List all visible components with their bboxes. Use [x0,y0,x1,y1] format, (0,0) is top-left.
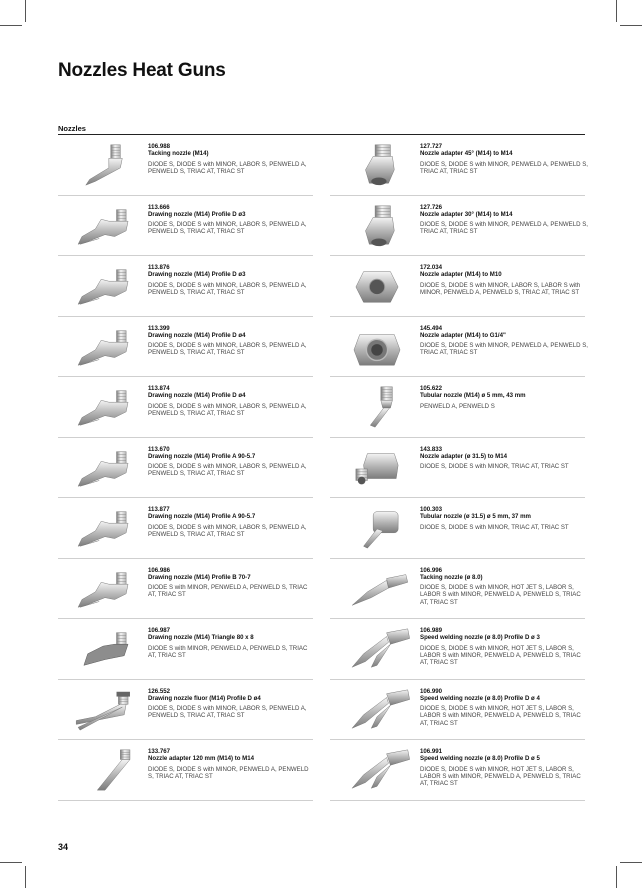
product-text [148,748,314,780]
product-code: 106.987 [148,627,171,634]
product-text [148,688,314,720]
product-text [420,506,590,531]
product-text [148,385,314,417]
product-compatibility: PENWELD A, PENWELD S [420,402,495,410]
product-name: Tacking nozzle (ø 8.0) [420,573,483,581]
product-text [420,325,590,357]
product-text [420,204,590,236]
product-text [148,506,314,538]
product-item-145.494 [330,317,588,378]
fluor-nozzle-icon [66,686,144,734]
product-item-105.622 [330,377,585,438]
product-text [420,748,590,787]
product-code: 106.990 [420,687,443,695]
crop-mark [0,862,22,863]
triangle-nozzle-icon [66,625,144,673]
crop-mark [616,0,617,22]
thread-adapter-icon [338,323,416,371]
product-compatibility: DIODE S, DIODE S with MINOR, LABOR S, PENWELD A, PENWELD S, TRIAC AT, TRIAC ST [148,342,307,357]
product-compatibility: DIODE S, DIODE S with MINOR, TRIAC AT, TRIAC ST [420,523,569,531]
product-code: 100.303 [420,506,443,513]
product-compatibility: DIODE S, DIODE S with MINOR, LABOR S, PENWELD A, PENWELD S, TRIAC AT, TRIAC ST [148,523,307,538]
crop-mark [620,862,642,863]
product-compatibility: DIODE S, DIODE S with MINOR, PENWELD A, PENWELD S, TRIAC AT, TRIAC ST [420,221,588,236]
speed-nozzle-icon [338,625,416,673]
product-item-113.399 [58,317,313,378]
product-code: 106.996 [420,566,443,574]
product-name: Drawing nozzle (M14) Profile D ø3 [148,271,246,279]
product-compatibility: DIODE S, DIODE S with MINOR, LABOR S, PENWELD A, PENWELD S, TRIAC AT, TRIAC ST [148,463,307,478]
product-compatibility: DIODE S, DIODE S with MINOR, PENWELD A, PENWELD S, TRIAC AT, TRIAC ST [420,160,588,175]
product-name: Drawing nozzle (M14) Profile A 90-5.7 [148,452,256,460]
product-item-106.987 [58,619,313,680]
product-item-127.726 [330,196,588,257]
product-name: Drawing nozzle (M14) Profile D ø3 [148,210,246,218]
product-text [420,264,590,296]
product-item-172.034 [330,256,585,317]
product-text [420,688,590,727]
product-name: Tacking nozzle (M14) [148,150,209,158]
sleeve-adapter-icon [338,444,416,492]
product-name: Drawing nozzle (M14) Profile D ø4 [148,392,246,400]
product-code: 126.552 [148,687,171,695]
drawing-nozzle-icon [66,504,144,552]
product-compatibility: DIODE S, DIODE S with MINOR, TRIAC AT, TRIAC ST [420,463,569,471]
drawing-nozzle-icon [66,565,144,613]
product-item-106.986 [58,559,313,620]
product-name: Drawing nozzle (M14) Profile D ø4 [148,331,246,339]
product-text [420,385,590,410]
product-text [420,567,590,606]
product-compatibility: DIODE S, DIODE S with MINOR, LABOR S, LABOR S with MINOR, PENWELD A, PENWELD S, TRIAC AT, TRIAC ST [420,281,581,296]
product-code: 113.670 [148,445,170,453]
product-compatibility: DIODE S, DIODE S with MINOR, LABOR S, PENWELD A, PENWELD S, TRIAC AT, TRIAC ST [148,281,307,296]
product-name: Speed welding nozzle (ø 8.0) Profile D ø 5 [420,755,540,763]
product-item-143.833 [330,438,585,499]
crop-mark [25,866,26,888]
product-name: Speed welding nozzle (ø 8.0) Profile D ø 4 [420,694,540,702]
product-name: Drawing nozzle (M14) Profile A 90-5.7 [148,513,256,521]
tacking-nozzle-icon [66,141,144,189]
crop-mark [25,0,26,22]
product-text [148,325,314,357]
product-code: 113.399 [148,324,170,332]
product-code: 113.877 [148,506,170,513]
product-code: 113.666 [148,203,170,211]
product-compatibility: DIODE S, DIODE S with MINOR, LABOR S, PENWELD A, PENWELD S, TRIAC AT, TRIAC ST [148,402,307,417]
product-compatibility: DIODE S with MINOR, PENWELD A, PENWELD S, TRIAC AT, TRIAC ST [148,644,308,659]
product-compatibility: DIODE S, DIODE S with MINOR, HOT JET S, LABOR S, LABOR S with MINOR, PENWELD A, PENWELD S, TRIAC AT, TRIAC ST [420,644,581,667]
product-code: 133.767 [148,748,171,755]
crop-mark [616,866,617,888]
product-text [420,627,590,666]
product-item-113.666 [58,196,313,257]
product-column-right [330,135,588,801]
product-compatibility: DIODE S, DIODE S with MINOR, LABOR S, PENWELD A, PENWELD S, TRIAC AT, TRIAC ST [148,221,307,236]
product-name: Tubular nozzle (ø 31.5) ø 5 mm, 37 mm [420,513,531,521]
drawing-nozzle-icon [66,323,144,371]
elbow-adapter-icon [338,141,416,189]
product-compatibility: DIODE S, DIODE S with MINOR, HOT JET S, LABOR S, LABOR S with MINOR, PENWELD A, PENWELD S, TRIAC AT, TRIAC ST [420,765,581,788]
product-name: Nozzle adapter 30° (M14) to M14 [420,210,513,218]
product-compatibility: DIODE S, DIODE S with MINOR, LABOR S, PENWELD A, PENWELD S, TRIAC AT, TRIAC ST [148,160,307,175]
product-text [148,446,314,478]
speed-nozzle-icon [338,686,416,734]
product-item-133.767 [58,740,313,801]
product-code: 143.833 [420,445,443,453]
product-compatibility: DIODE S, DIODE S with MINOR, HOT JET S, LABOR S, LABOR S with MINOR, PENWELD A, PENWELD S, TRIAC AT, TRIAC ST [420,705,581,727]
product-text [148,264,314,296]
drawing-nozzle-icon [66,262,144,310]
product-code: 127.726 [420,203,443,211]
elbow-adapter-icon [338,202,416,250]
sleeve-tubular-icon [338,504,416,552]
product-code: 106.986 [148,566,171,574]
product-compatibility: DIODE S, DIODE S with MINOR, PENWELD A, PENWELD S, TRIAC AT, TRIAC ST [148,765,309,780]
long-adapter-icon [66,746,144,794]
product-compatibility: DIODE S, DIODE S with MINOR, LABOR S, PENWELD A, PENWELD S, TRIAC AT, TRIAC ST [148,705,307,720]
product-code: 145.494 [420,324,443,332]
tubular-nozzle-icon [338,383,416,431]
page-number: 34 [58,842,69,852]
product-name: Speed welding nozzle (ø 8.0) Profile D ø 3 [420,634,540,642]
product-text [420,143,590,175]
drawing-nozzle-icon [66,383,144,431]
product-item-113.670 [58,438,313,499]
drawing-nozzle-icon [66,202,144,250]
product-code: 127.727 [420,143,443,150]
product-code: 106.991 [420,748,443,755]
hex-adapter-icon [338,262,416,310]
product-text [148,567,314,599]
product-text [420,446,590,471]
product-compatibility: DIODE S with MINOR, PENWELD A, PENWELD S, TRIAC AT, TRIAC ST [148,584,308,599]
speed-nozzle-icon [338,746,416,794]
product-compatibility: DIODE S, DIODE S with MINOR, PENWELD A, PENWELD S, TRIAC AT, TRIAC ST [420,342,588,357]
product-item-100.303 [330,498,585,559]
product-item-106.990 [330,680,585,741]
product-code: 106.989 [420,627,443,634]
product-code: 113.876 [148,264,170,271]
product-name: Nozzle adapter (M14) to G1/4" [420,331,506,339]
drawing-nozzle-icon [66,444,144,492]
product-text [148,627,314,659]
product-item-106.996 [330,559,585,620]
product-compatibility: DIODE S, DIODE S with MINOR, HOT JET S, LABOR S, LABOR S with MINOR, PENWELD A, PENWELD S, TRIAC AT, TRIAC ST [420,584,581,606]
product-item-126.552 [58,680,313,741]
product-code: 106.988 [148,143,171,150]
product-item-106.988 [58,135,313,196]
product-code: 172.034 [420,264,443,271]
section-label: Nozzles [58,124,86,133]
product-column-left [58,135,313,801]
tacking-blade-icon [338,565,416,613]
product-item-106.991 [330,740,585,801]
crop-mark [620,25,642,26]
product-name: Drawing nozzle (M14) Triangle 80 x 8 [148,634,254,642]
product-code: 105.622 [420,385,443,392]
product-name: Nozzle adapter 120 mm (M14) to M14 [148,755,254,763]
product-item-113.877 [58,498,313,559]
product-item-106.989 [330,619,585,680]
product-item-113.876 [58,256,313,317]
product-name: Drawing nozzle fluor (M14) Profile D ø4 [148,694,261,702]
product-text [148,204,314,236]
page-title: Nozzles Heat Guns [58,60,226,81]
product-name: Nozzle adapter 45° (M14) to M14 [420,150,513,158]
crop-mark [0,25,22,26]
product-item-127.727 [330,135,588,196]
product-text [148,143,314,175]
product-name: Tubular nozzle (M14) ø 5 mm, 43 mm [420,392,526,400]
product-code: 113.874 [148,385,170,392]
product-name: Nozzle adapter (M14) to M10 [420,271,502,279]
product-name: Nozzle adapter (ø 31.5) to M14 [420,452,508,460]
product-name: Drawing nozzle (M14) Profile B 70-7 [148,573,251,581]
product-item-113.874 [58,377,313,438]
